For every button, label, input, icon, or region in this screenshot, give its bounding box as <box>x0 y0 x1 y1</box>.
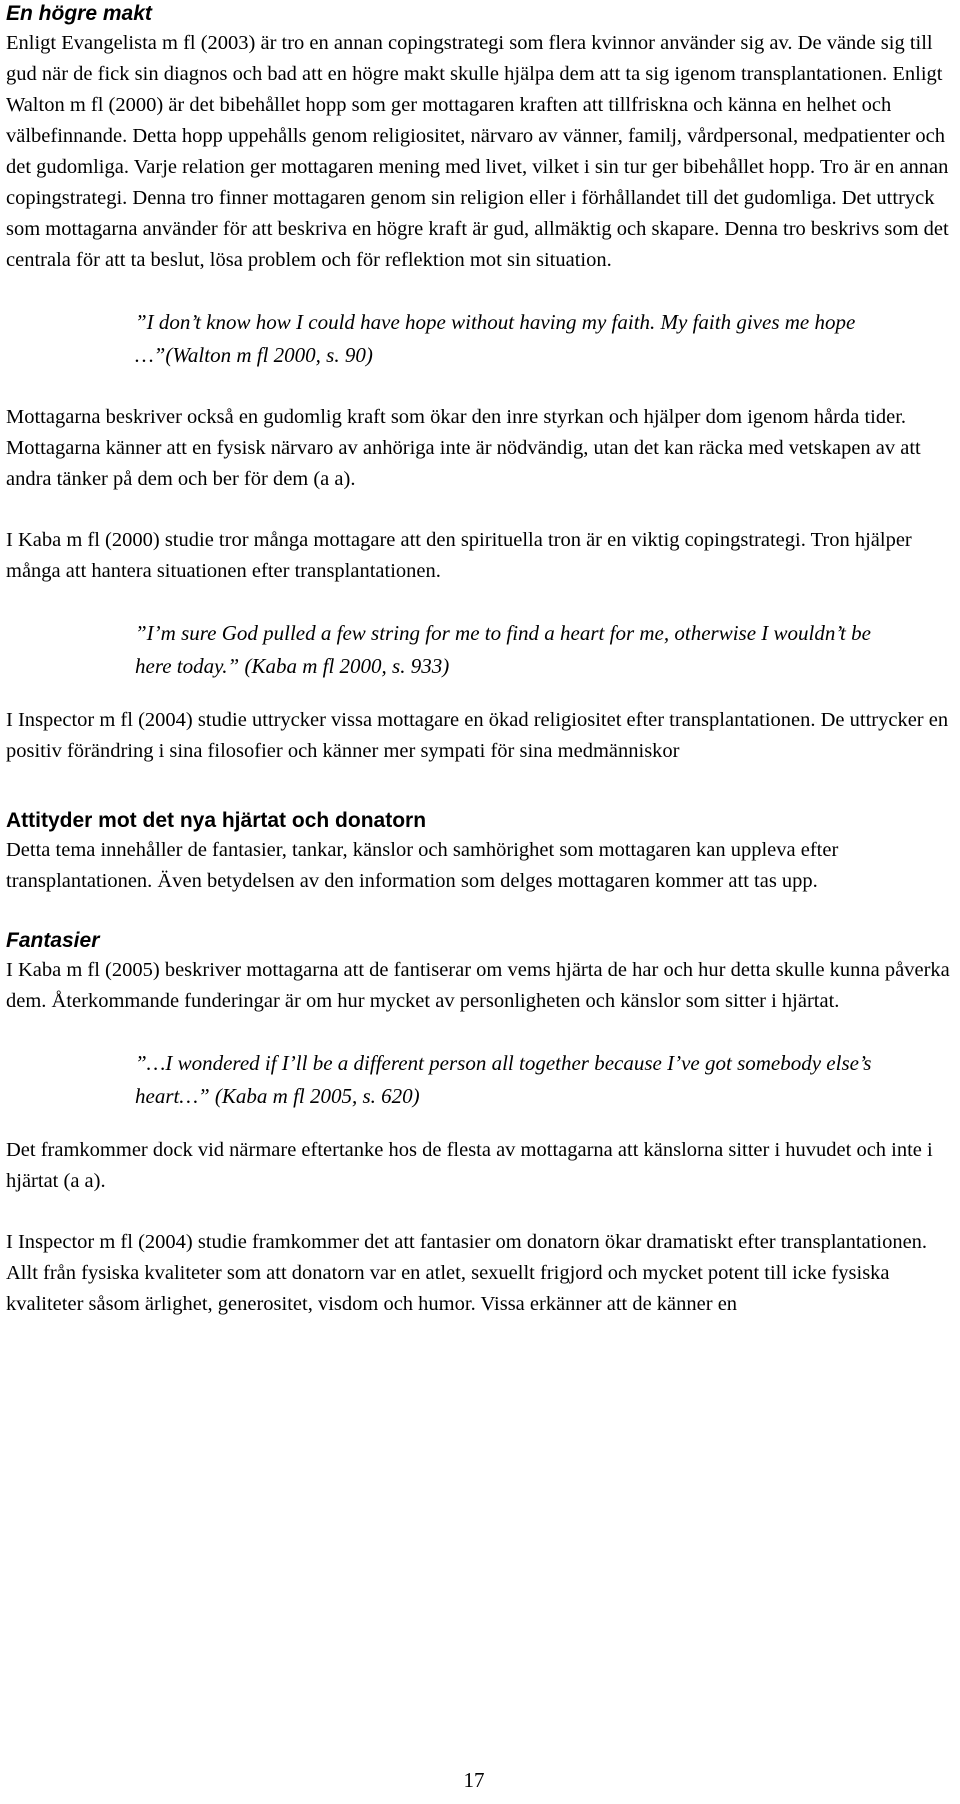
paragraph-attitudes-intro: Detta tema innehåller de fantasier, tankar, känslor och samhörighet som mottagaren kan uppleva efter transplantationen. Även betydelsen av den information som delges mottagaren kommer att tas upp. <box>6 839 839 892</box>
section-heading-attitudes: Attityder mot det nya hjärtat och donatorn <box>6 809 427 832</box>
paragraph-inspector-religiosity: I Inspector m fl (2004) studie uttrycker vissa mottagare en ökad religiositet efter transplantationen. De uttrycker en positiv förändring i sina filosofier och känner mer sympati för sina medmänniskor <box>6 709 949 762</box>
paragraph-kaba-2000: I Kaba m fl (2000) studie tror många mottagare att den spirituella tron är en viktig copingstrategi. Tron hjälper många att hantera situationen efter transplantationen. <box>6 529 912 582</box>
quote-kaba-2005: ”…I wondered if I’ll be a different person all together because I’ve got somebody else’s heart…” (Kaba m fl 2005, s. 620) <box>135 1051 872 1108</box>
spacer <box>6 1113 954 1135</box>
page-number: 17 <box>463 1768 485 1792</box>
spacer <box>6 1017 954 1047</box>
spacer <box>6 587 954 617</box>
paragraph-inspector-fantasies: I Inspector m fl (2004) studie framkommer det att fantasier om donatorn ökar dramatiskt efter transplantationen. Allt från fysiska kvaliteter som att donatorn var en atlet, sexuellt frigjord och mycket potent till icke fysiska kvaliteter såsom ärlighet, generositet, visdom och humor. Vissa erkänner att de känner en <box>6 1231 928 1315</box>
paragraph-divine-power: Mottagarna beskriver också en gudomlig kraft som ökar den inre styrkan och hjälper dom igenom hårda tider. Mottagarna känner att en fysisk närvaro av anhöriga inte är nödvändig, utan det kan räcka med vetskapen av att andra tänker på dem och ber för dem (a a). <box>6 406 921 490</box>
spacer <box>6 767 954 807</box>
paragraph-feelings-in-head: Det framkommer dock vid närmare eftertanke hos de flesta av mottagarna att känslorna sitter i huvudet och inte i hjärtat (a a). <box>6 1139 933 1192</box>
spacer <box>6 276 954 306</box>
spacer <box>6 495 954 525</box>
paragraph-faith-coping: Enligt Evangelista m fl (2003) är tro en annan copingstrategi som flera kvinnor använder sig av. De vände sig till gud när de fick sin diagnos och bad att en högre makt skulle hjälpa dem att ta sig igenom transplantationen. Enligt Walton m fl (2000) är det bibehållet hopp som ger mottagaren kraften att tillfriskna och känna en helhet och välbefinnande. Detta hopp uppehålls genom religiositet, närvaro av vänner, familj, vårdpersonal, medpatienter och det gudomliga. Varje relation ger mottagaren mening med livet, vilket i sin tur ger bibehållet hopp. Tro är en annan copingstrategi. Denna tro finner mottagaren genom sin religion eller i förhållandet till det gudomliga. Det uttryck som mottagarna använder för att beskriva en högre kraft är gud, allmäktig och skapare. Denna tro beskrivs som det centrala för att ta beslut, lösa problem och för reflektion mot sin situation. <box>6 32 949 271</box>
spacer <box>6 897 954 927</box>
section-heading-fantasies: Fantasier <box>6 929 100 952</box>
quote-kaba-2000: ”I’m sure God pulled a few string for me to find a heart for me, otherwise I wouldn’t be here today.” (Kaba m fl 2000, s. 933) <box>135 621 871 678</box>
spacer <box>6 683 954 705</box>
paragraph-kaba-2005: I Kaba m fl (2005) beskriver mottagarna att de fantiserar om vems hjärta de har och hur detta skulle kunna påverka dem. Återkommande funderingar är om hur mycket av personligheten och känslor som sitter i hjärtat. <box>6 959 950 1012</box>
spacer <box>6 1197 954 1227</box>
spacer <box>6 372 954 402</box>
quote-walton: ”I don’t know how I could have hope without having my faith. My faith gives me hope …”(Walton m fl 2000, s. 90) <box>135 310 856 367</box>
document-page <box>6 0 954 1320</box>
section-heading-higher-power: En högre makt <box>6 2 152 25</box>
